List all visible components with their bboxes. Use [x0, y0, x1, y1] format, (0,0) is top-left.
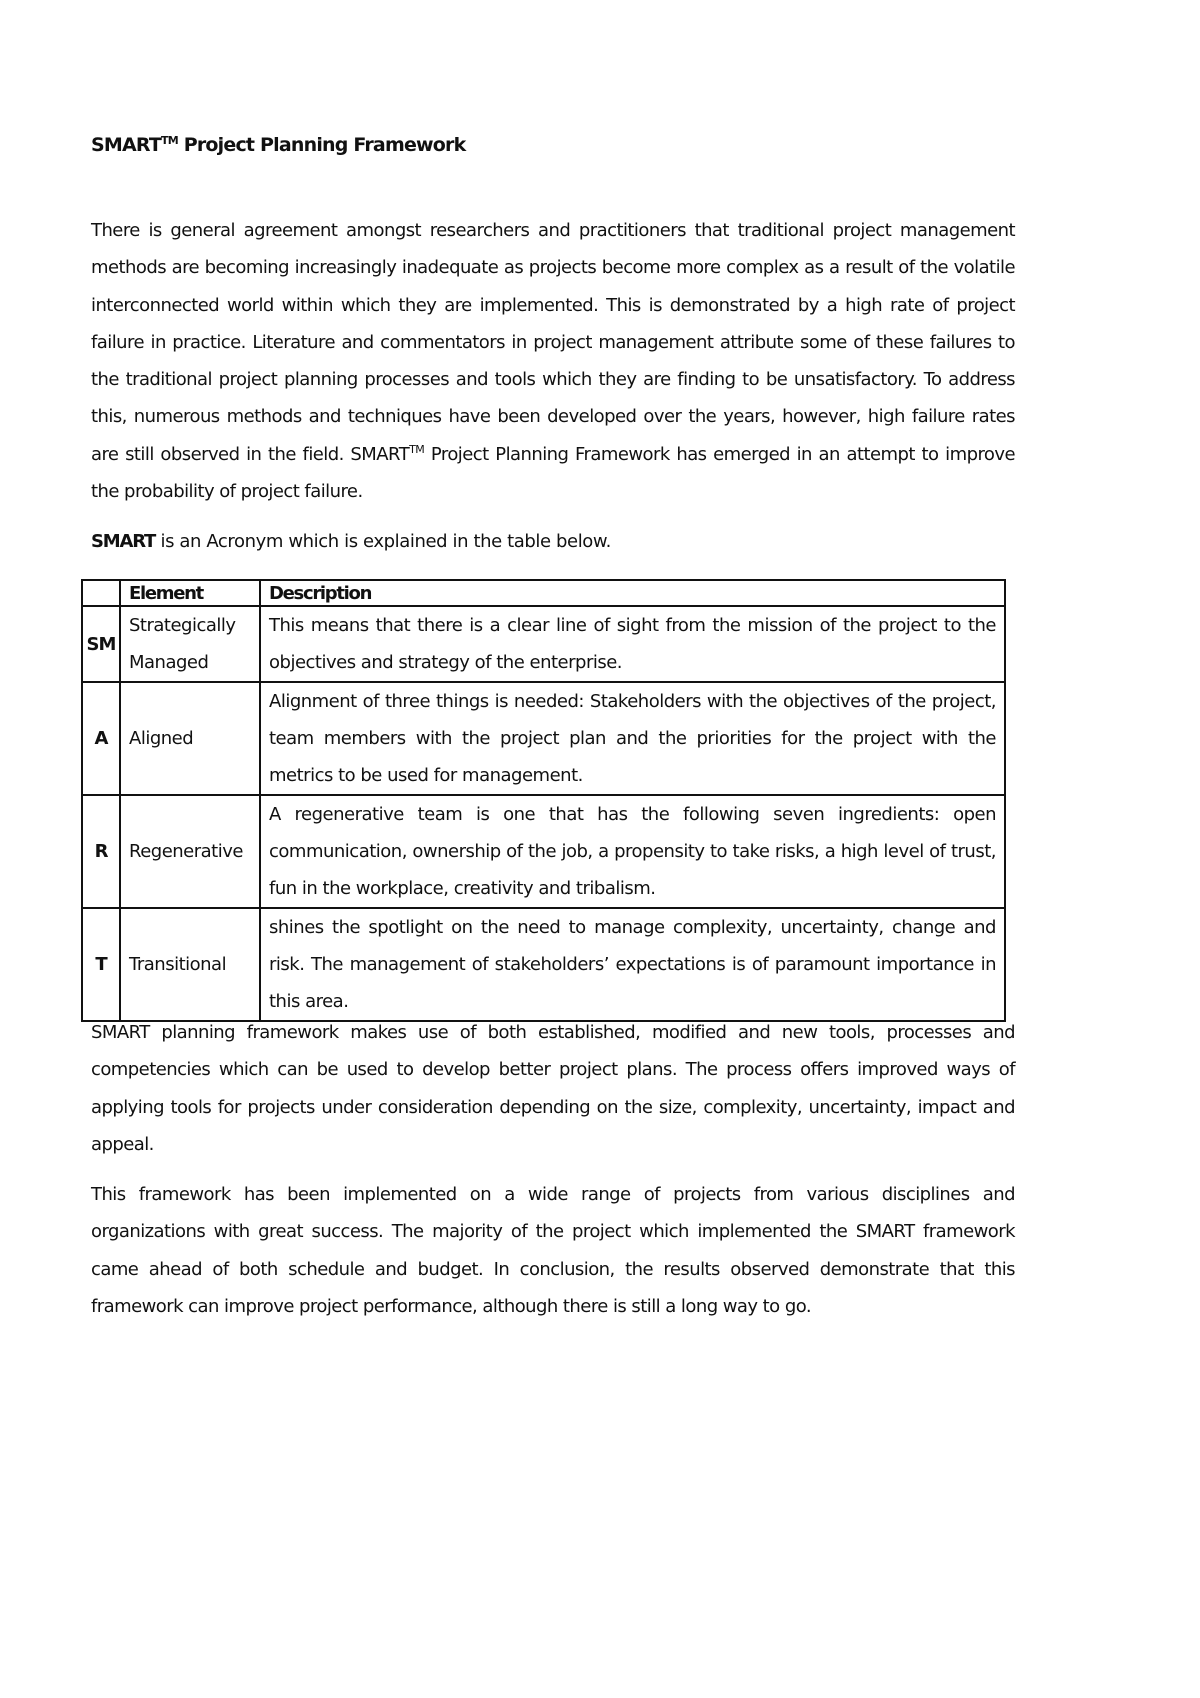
element-line-2: Managed	[129, 652, 209, 673]
row-letter: R	[82, 795, 120, 908]
row-element: Transitional	[120, 908, 260, 1021]
element-line-1: Strategically	[129, 615, 236, 636]
acronym-rest: is an Acronym which is explained in the table below.	[155, 531, 611, 552]
acronym-intro-line	[91, 523, 611, 560]
table-row	[82, 908, 1005, 1021]
smart-acronym-table	[81, 579, 1006, 1022]
trademark-mark: TM	[409, 442, 425, 456]
table-row	[82, 795, 1005, 908]
table-row	[82, 606, 1005, 682]
table-header-row	[82, 580, 1005, 606]
row-letter: SM	[82, 606, 120, 682]
header-letter	[82, 580, 120, 606]
intro-text-part1: There is general agreement amongst researchers and practitioners that traditional project management methods are becoming increasingly inadequate as projects become more complex as a result of the volatile interconnected world within which they are implemented. This is demonstrated by a high rate of project failure in practice. Literature and commentators in project management attribute some of these failures to the traditional project planning processes and tools which they are finding to be unsatisfactory. To address this, numerous methods and techniques have been developed over the years, however, high failure rates are still observed in the field. SMART	[91, 220, 1015, 465]
title-rest: Project Planning Framework	[177, 134, 466, 156]
intro-paragraph	[91, 212, 1015, 510]
acronym-bold: SMART	[91, 531, 156, 552]
row-letter: T	[82, 908, 120, 1021]
table-row	[82, 682, 1005, 795]
trademark-mark: TM	[161, 134, 178, 147]
title-smart: SMART	[91, 134, 162, 156]
row-description: shines the spotlight on the need to manage complexity, uncertainty, change and risk. The management of stakeholders’ expectations is of paramount importance in this area.	[260, 908, 1005, 1021]
row-letter: A	[82, 682, 120, 795]
row-description: A regenerative team is one that has the following seven ingredients: open communication, ownership of the job, a propensity to take risks, a high level of trust, fun in the workplace, creativity and tribalism.	[260, 795, 1005, 908]
row-element: Aligned	[120, 682, 260, 795]
row-element	[120, 606, 260, 682]
row-description: This means that there is a clear line of sight from the mission of the project to the objectives and strategy of the enterprise.	[260, 606, 1005, 682]
row-element: Regenerative	[120, 795, 260, 908]
row-description: Alignment of three things is needed: Stakeholders with the objectives of the project, team members with the project plan and the priorities for the project with the metrics to be used for management.	[260, 682, 1005, 795]
header-element: Element	[120, 580, 260, 606]
document-title	[91, 134, 465, 156]
header-description: Description	[260, 580, 1005, 606]
intro-text-part2: Project Planning Framework has emerged in an attempt to improve the probability of project failure.	[91, 443, 1015, 503]
body-paragraph-2: SMART planning framework makes use of both established, modified and new tools, processes and competencies which can be used to develop better project plans. The process offers improved ways of applying tools for projects under consideration depending on the size, complexity, uncertainty, impact and appeal.	[91, 1022, 1015, 1155]
body-paragraph-3: This framework has been implemented on a wide range of projects from various disciplines and organizations with great success. The majority of the project which implemented the SMART framework came ahead of both schedule and budget. In conclusion, the results observed demonstrate that this framework can improve project performance, although there is still a long way to go.	[91, 1184, 1015, 1317]
